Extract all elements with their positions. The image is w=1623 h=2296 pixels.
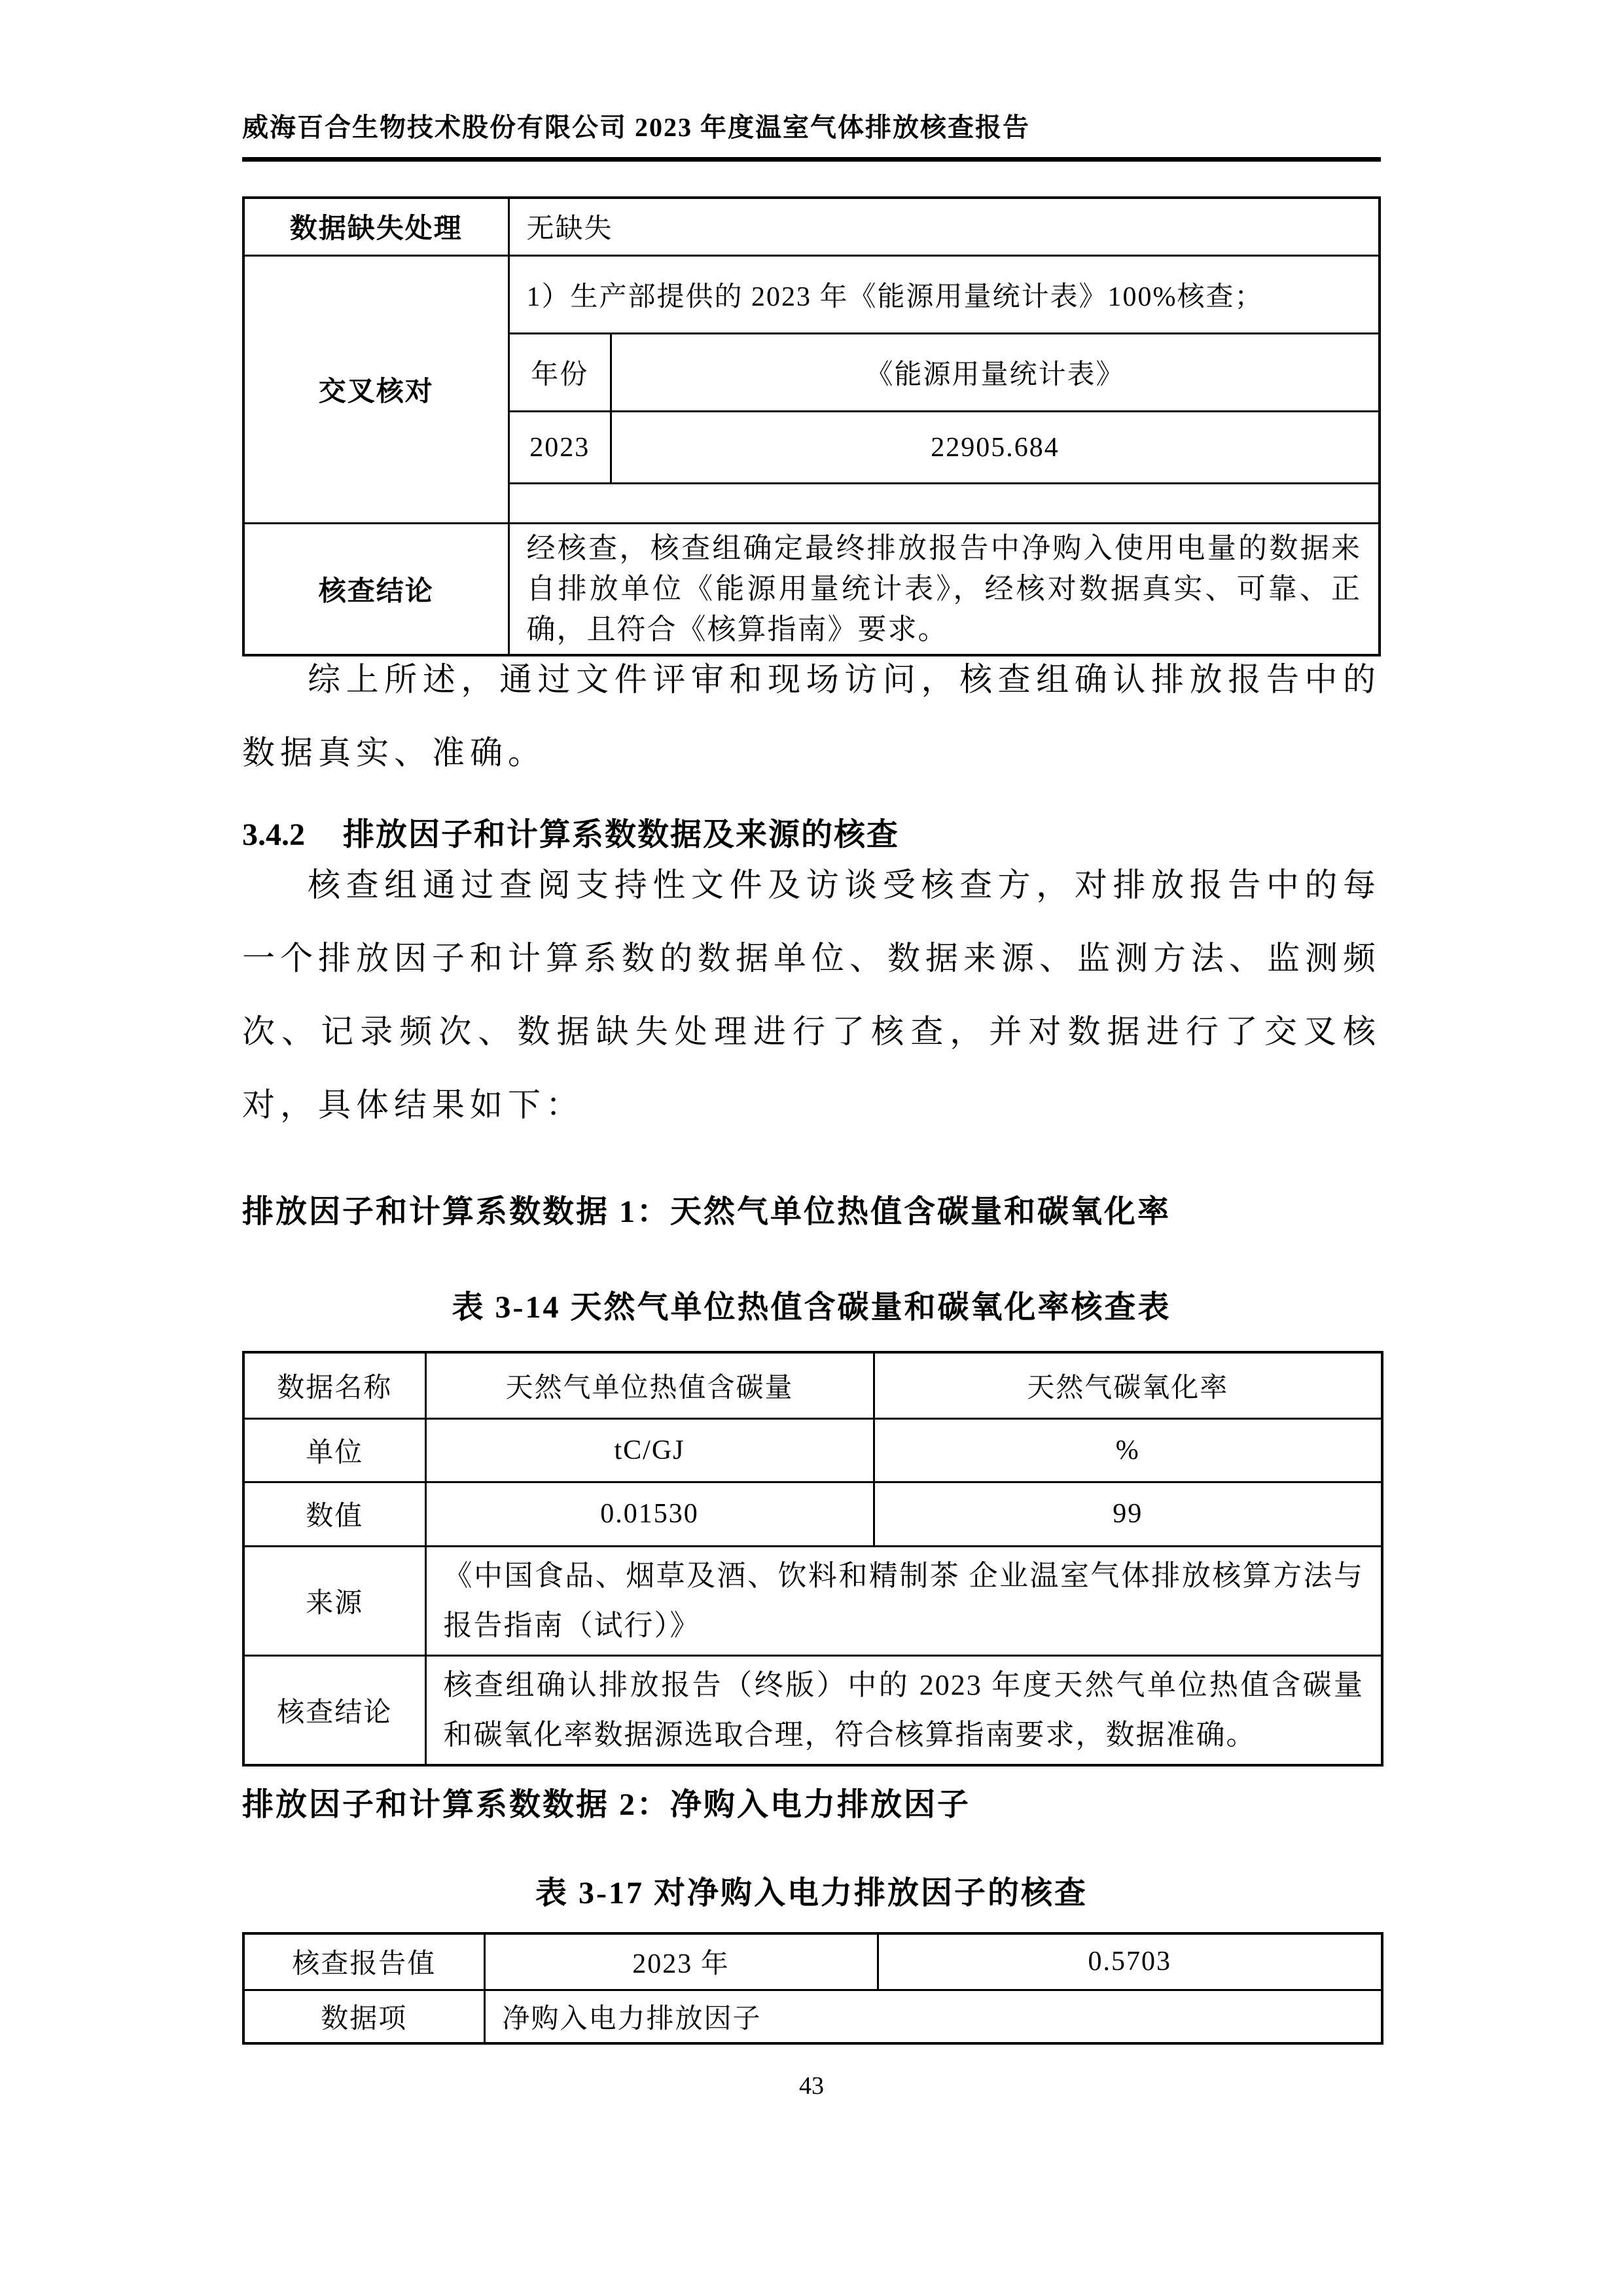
- conclusion-text: 经核查，核查组确定最终排放报告中净购入使用电量的数据来自排放单位《能源用量统计表》，经核对数据真实、可靠、正确，且符合《核算指南》要求。: [508, 524, 1380, 656]
- section-title: 排放因子和计算系数数据及来源的核查: [343, 817, 900, 852]
- section-heading-3-4-2: [242, 809, 899, 854]
- nested-year-label: 年份: [510, 334, 611, 412]
- table-3-14: [242, 1351, 1383, 1767]
- missing-data-label: 数据缺失处理: [243, 198, 508, 255]
- section-intro-paragraph: 核查组通过查阅支持性文件及访谈受核查方，对排放报告中的每一个排放因子和计算系数的数据单位、数据来源、监测方法、监测频次、记录频次、数据缺失处理进行了核查，并对数据进行了交叉核对，具体结果如下：: [242, 867, 1381, 1123]
- table-row: [243, 1546, 1382, 1655]
- factor1-heading: 排放因子和计算系数数据 1：天然气单位热值含碳量和碳氧化率: [242, 1194, 1171, 1229]
- t314-conclusion-text: 核查组确认排放报告（终版）中的 2023 年度天然气单位热值含碳量和碳氧化率数据源选取合理，符合核算指南要求，数据准确。: [425, 1655, 1382, 1765]
- missing-data-value: 无缺失: [508, 198, 1380, 255]
- table-3-14-caption: 表 3-14 天然气单位热值含碳量和碳氧化率核查表: [452, 1290, 1171, 1325]
- t314-source-text: 《中国食品、烟草及酒、饮料和精制茶 企业温室气体排放核算方法与报告指南（试行）》: [425, 1546, 1382, 1655]
- t317-item-value: 净购入电力排放因子: [484, 1990, 1382, 2043]
- t314-col1-header: 天然气单位热值含碳量: [425, 1352, 874, 1418]
- header-rule: [242, 157, 1381, 162]
- t314-conclusion-label: 核查结论: [243, 1655, 425, 1765]
- cross-check-filler: [510, 484, 1379, 522]
- table-row: [243, 1933, 1382, 1990]
- t314-col2-header: 天然气碳氧化率: [874, 1352, 1382, 1418]
- page-header-title: 威海百合生物技术股份有限公司 2023 年度温室气体排放核查报告: [242, 113, 1030, 142]
- t314-unit-label: 单位: [243, 1418, 425, 1482]
- t317-year-value: 2023 年: [484, 1933, 878, 1990]
- page-number: 43: [799, 2072, 824, 2100]
- table-row: [510, 334, 1379, 412]
- section-number: 3.4.2: [242, 817, 305, 852]
- t314-value1: 0.01530: [425, 1482, 874, 1546]
- conclusion-label: 核查结论: [243, 524, 508, 656]
- cross-check-cell: [508, 255, 1380, 524]
- t317-factor-value: 0.5703: [878, 1933, 1382, 1990]
- cross-check-label: 交叉核对: [243, 255, 508, 524]
- t314-name-label: 数据名称: [243, 1352, 425, 1418]
- cross-check-nested-table: [510, 334, 1379, 485]
- table-row: [243, 1482, 1382, 1546]
- nested-usage-value: 22905.684: [611, 412, 1379, 484]
- cross-check-note: 1）生产部提供的 2023 年《能源用量统计表》100%核查；: [510, 257, 1379, 334]
- t314-source-label: 来源: [243, 1546, 425, 1655]
- factor2-heading: 排放因子和计算系数数据 2：净购入电力排放因子: [242, 1787, 971, 1822]
- table-row: [243, 1990, 1382, 2043]
- table-row: [243, 524, 1380, 656]
- table-3-17-caption: 表 3-17 对净购入电力排放因子的核查: [535, 1876, 1088, 1910]
- summary-paragraph: 综上所述，通过文件评审和现场访问，核查组确认排放报告中的数据真实、准确。: [242, 661, 1381, 771]
- table-row: [510, 412, 1379, 484]
- nested-year-value: 2023: [510, 412, 611, 484]
- table-3-17: [242, 1932, 1383, 2045]
- nested-doc-label: 《能源用量统计表》: [611, 334, 1379, 412]
- table-row: [243, 1655, 1382, 1765]
- electricity-data-verification-table: [242, 196, 1381, 656]
- t314-value2: 99: [874, 1482, 1382, 1546]
- t314-unit2-value: %: [874, 1418, 1382, 1482]
- t317-item-label: 数据项: [243, 1990, 484, 2043]
- t314-value-label: 数值: [243, 1482, 425, 1546]
- table-row: [243, 198, 1380, 255]
- t314-unit1-value: tC/GJ: [425, 1418, 874, 1482]
- table-row: [243, 1352, 1382, 1418]
- table-row: [243, 255, 1380, 524]
- t317-report-label: 核查报告值: [243, 1933, 484, 1990]
- table-row: [243, 1418, 1382, 1482]
